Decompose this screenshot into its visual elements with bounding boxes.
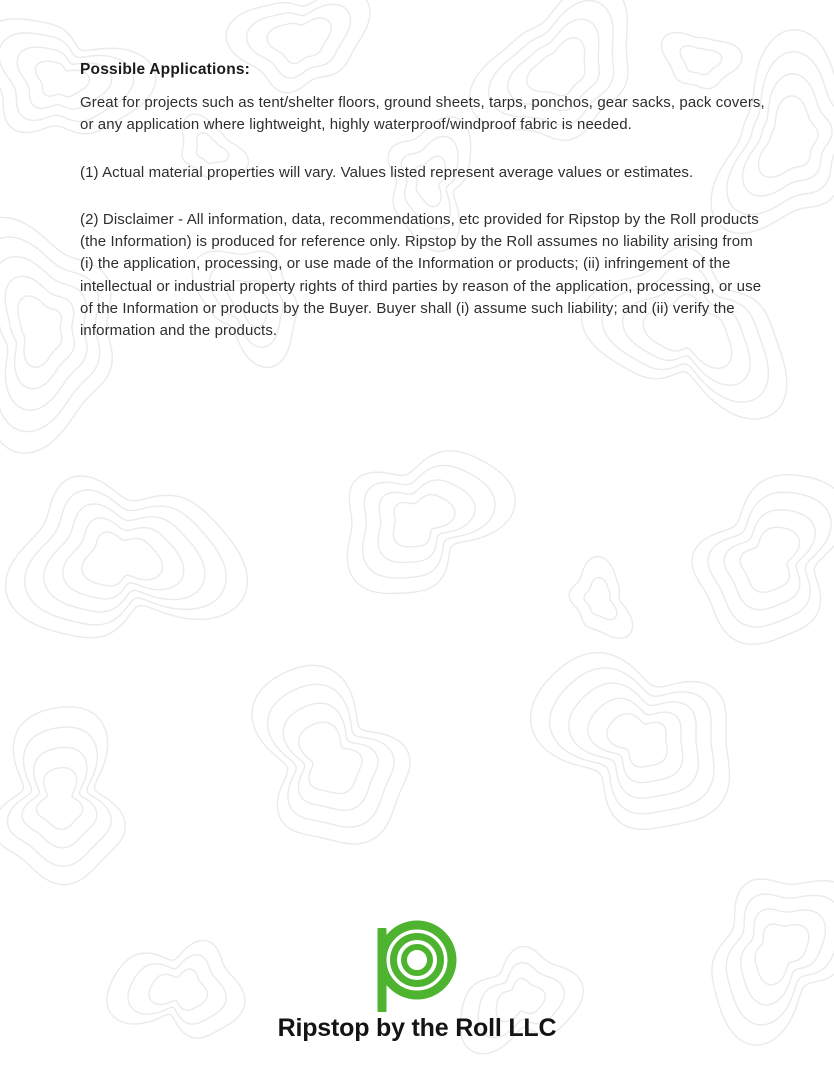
contour-path <box>267 18 331 63</box>
contour-path <box>6 476 248 638</box>
footnote-2-disclaimer: (2) Disclaimer - All information, data, recommendations, etc provided for Ripstop by the Roll products (the Information) is produced for reference only. Ripstop by the Roll assumes no liability arising from (i) the application, processing, or use made of the Information or products; (ii) infringement of the intellectual or industrial property rights of third parties by reason of the application, processing, or use of the Information or products by the Buyer. Buyer shall (i) assume such liability; and (ii) verify the information and the products. <box>80 210 762 340</box>
contour-path <box>607 714 667 767</box>
contour-path <box>63 518 184 599</box>
contour-path <box>18 296 62 367</box>
contour-path <box>283 703 378 810</box>
section-heading: Possible Applications: <box>80 61 251 78</box>
contour-path <box>82 532 162 586</box>
logo-rings <box>382 925 452 995</box>
logo-ring-middle <box>394 937 441 984</box>
contour-path <box>5 276 74 388</box>
document-content <box>80 61 768 368</box>
contour-path <box>37 768 83 830</box>
contour-path <box>692 475 834 645</box>
contour-path <box>252 665 410 844</box>
contour-path <box>393 495 455 547</box>
contour-path <box>569 557 633 639</box>
contour-path <box>708 492 831 627</box>
contour-path <box>588 698 683 782</box>
logo-ring-inner <box>404 947 430 973</box>
contour-path <box>584 578 617 620</box>
footnote-1: (1) Actual material properties will vary. Values listed represent average values or estimates. <box>80 163 694 181</box>
contour-path <box>0 707 125 885</box>
contour-path <box>531 653 730 830</box>
contour-path <box>25 490 226 625</box>
contour-path <box>22 747 97 847</box>
footer-branding <box>0 920 834 1043</box>
ripstop-p-logo-icon <box>374 920 460 1012</box>
contour-path <box>740 527 799 592</box>
applications-paragraph: Great for projects such as tent/shelter floors, ground sheets, tarps, ponchos, gear sacks, pack covers, or any application where lightweight, highly waterproof/windproof fabric is needed. <box>80 94 765 134</box>
contour-path <box>378 480 475 562</box>
contour-path <box>724 510 815 610</box>
company-name: Ripstop by the Roll LLC <box>277 1014 557 1042</box>
